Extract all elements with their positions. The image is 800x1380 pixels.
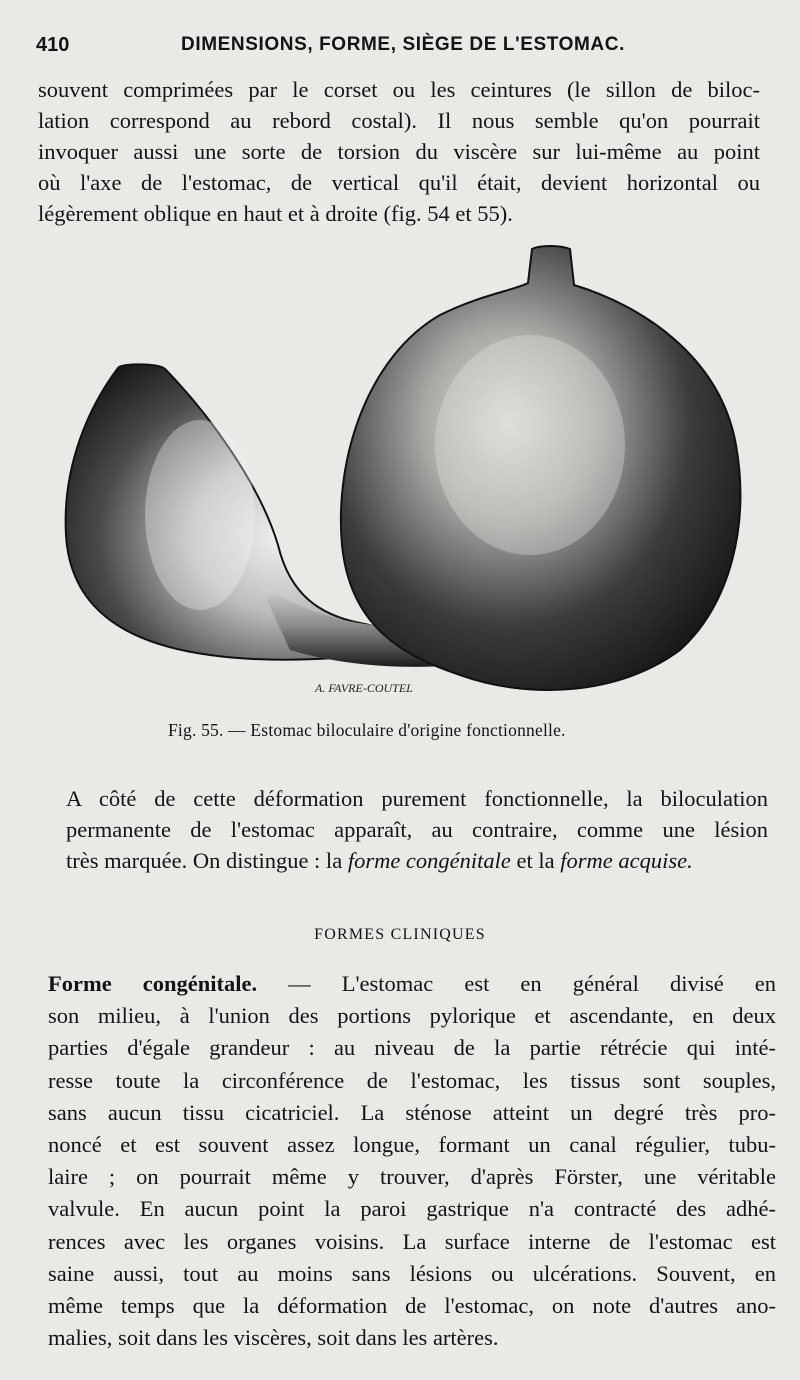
text-line: resse toute la circonférence de l'estomac, les tissus sont souples, <box>48 1067 776 1093</box>
page-header <box>36 34 760 64</box>
text-line: sans aucun tissu cicatriciel. La sténose atteint un degré très pro- <box>48 1099 776 1125</box>
text-line: son milieu, à l'union des portions pylorique et ascendante, en deux <box>48 1003 776 1029</box>
text-line: malies, soit dans les viscères, soit dans les artères. <box>48 1325 499 1351</box>
text-run: très marquée. On distingue : la <box>66 848 348 873</box>
paragraph-top <box>38 74 760 229</box>
text-line <box>66 845 768 876</box>
text-line: laire ; on pourrait même y trouver, d'après Förster, une véritable <box>48 1164 776 1190</box>
text-line: permanente de l'estomac apparaît, au contraire, comme une lésion <box>66 817 768 842</box>
text-line: même temps que la déformation de l'estomac, on note d'autres ano- <box>48 1293 776 1319</box>
stomach-drawing <box>60 245 750 715</box>
text-run: — L'estomac est en général divisé en <box>257 971 776 996</box>
text-line: légèrement oblique en haut et à droite (fig. 54 et 55). <box>38 201 513 226</box>
running-head: DIMENSIONS, FORME, SIÈGE DE L'ESTOMAC. <box>181 34 625 55</box>
paragraph-bottom <box>48 968 776 1354</box>
text-line: lation correspond au rebord costal). Il nous semble qu'on pourrait <box>38 108 760 133</box>
text-line: souvent comprimées par le corset ou les ceintures (le sillon de biloc- <box>38 77 760 102</box>
text-line: parties d'égale grandeur : au niveau de la partie rétrécie qui inté- <box>48 1035 776 1061</box>
run-in-heading: Forme congénitale. <box>48 971 258 996</box>
text-line: où l'axe de l'estomac, de vertical qu'il était, devient horizontal ou <box>38 170 760 195</box>
italic-term: forme acquise. <box>560 848 693 873</box>
page-number: 410 <box>36 34 70 56</box>
text-run: et la <box>510 848 561 873</box>
text-line: invoquer aussi une sorte de torsion du viscère sur lui-même au point <box>38 139 760 164</box>
text-line: rences avec les organes voisins. La surface interne de l'estomac est <box>48 1228 776 1254</box>
artist-signature: A. FAVRE-COUTEL <box>315 681 413 695</box>
section-heading: FORMES CLINIQUES <box>314 926 486 943</box>
text-line: A côté de cette déformation purement fonctionnelle, la biloculation <box>66 786 768 811</box>
text-line: valvule. En aucun point la paroi gastrique n'a contracté des adhé- <box>48 1196 776 1222</box>
paragraph-middle <box>66 783 768 876</box>
text-line: saine aussi, tout au moins sans lésions ou ulcérations. Souvent, en <box>48 1260 776 1286</box>
italic-term: forme congénitale <box>347 848 511 873</box>
stomach-illustration <box>60 245 750 715</box>
text-line <box>48 968 776 1000</box>
text-line: noncé et est souvent assez longue, formant un canal régulier, tubu- <box>48 1132 776 1158</box>
figure-caption: Fig. 55. — Estomac biloculaire d'origine fonctionnelle. <box>168 720 566 740</box>
